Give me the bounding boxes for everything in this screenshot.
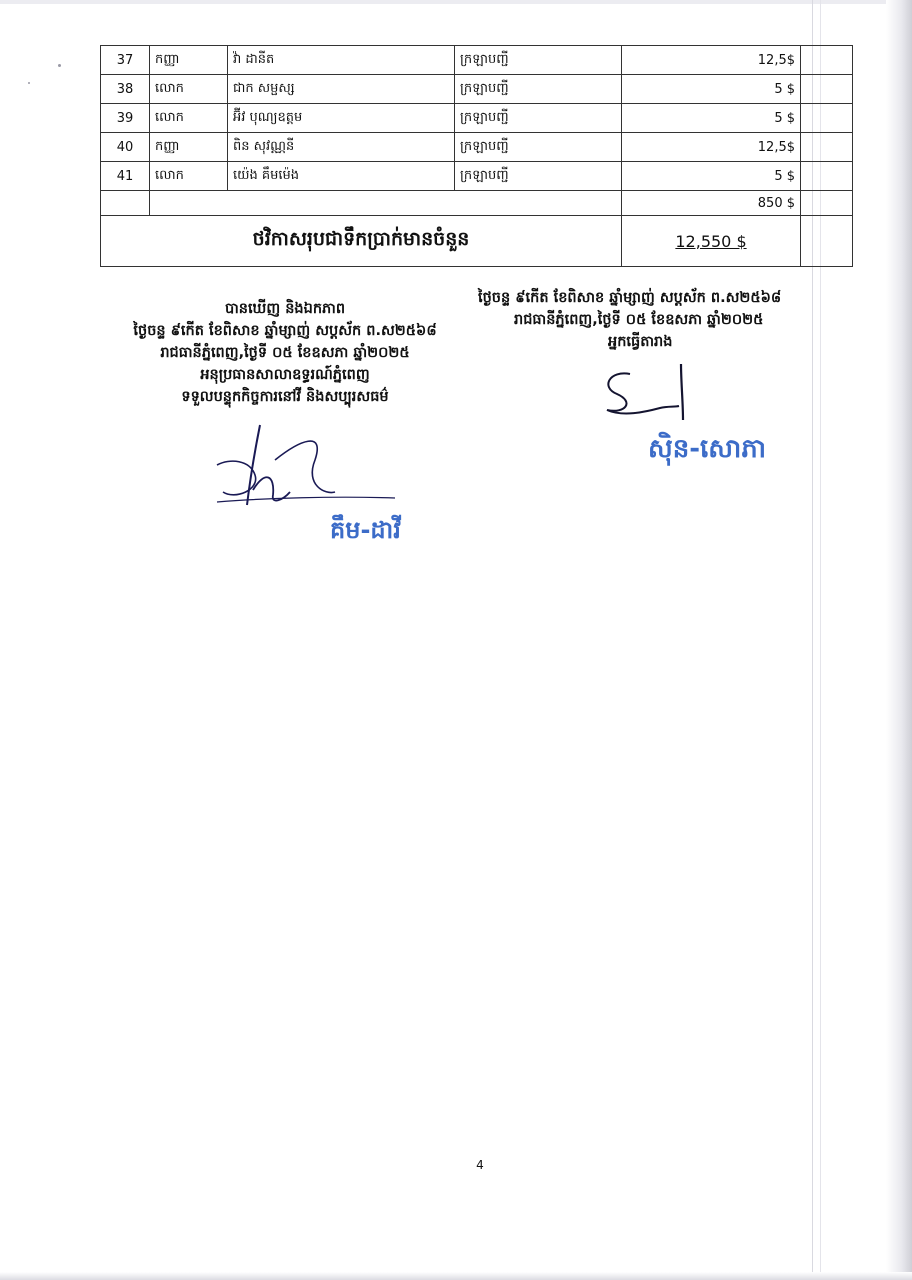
scan-speck bbox=[28, 82, 30, 84]
solar-date: រាជធានីភ្នំពេញ,ថ្ងៃទី ០៥ ខែឧសភា ឆ្នាំ២០២៥ bbox=[160, 345, 410, 361]
empty-cell bbox=[150, 191, 622, 216]
scan-speck bbox=[58, 64, 61, 67]
row-note bbox=[801, 162, 853, 191]
total-value: 12,550 $ bbox=[622, 216, 801, 267]
row-amount: 5 $ bbox=[622, 162, 801, 191]
row-number: 39 bbox=[101, 104, 150, 133]
table-row bbox=[101, 46, 853, 75]
table-row bbox=[101, 75, 853, 104]
page-number: 4 bbox=[476, 1158, 484, 1172]
table-row bbox=[101, 162, 853, 191]
row-note bbox=[801, 133, 853, 162]
row-name: វ៉ា ដានីត bbox=[228, 46, 455, 75]
lunar-date: ថ្ងៃចន្ទ ៩កើត ខែពិសាខ ឆ្នាំម្សាញ់ សប្តស័ក ព.ស២៥៦៨ bbox=[478, 290, 782, 306]
table-row bbox=[101, 104, 853, 133]
preparer-role: អ្នកធ្វើតារាង bbox=[608, 334, 673, 350]
subtotal-row bbox=[101, 191, 853, 216]
solar-date: រាជធានីភ្នំពេញ,ថ្ងៃទី ០៥ ខែឧសភា ឆ្នាំ២០២៥ bbox=[514, 312, 764, 328]
row-name: ពិន សុវណ្ណនី bbox=[228, 133, 455, 162]
row-name: ជាក សម្ផស្ស bbox=[228, 75, 455, 104]
row-unit: ក្រឡាបញ្ជី bbox=[455, 162, 622, 191]
approval-block bbox=[100, 298, 470, 408]
row-name: អ៊ីវ បុណ្យឧត្តម bbox=[228, 104, 455, 133]
total-label: ថវិកាសរុបជាទឹកប្រាក់មានចំនួន bbox=[101, 216, 622, 267]
row-title: កញ្ញា bbox=[150, 133, 228, 162]
row-title: លោក bbox=[150, 75, 228, 104]
row-note bbox=[801, 104, 853, 133]
preparer-name-stamp: ស៊ិន-សោភា bbox=[648, 434, 767, 464]
subtotal-amount: 850 $ bbox=[622, 191, 801, 216]
approver-position: អនុប្រធានសាលាឧទ្ធរណ៍ភ្នំពេញ bbox=[200, 367, 370, 383]
page-top-edge bbox=[0, 0, 912, 4]
row-note bbox=[801, 191, 853, 216]
row-unit: ក្រឡាបញ្ជី bbox=[455, 133, 622, 162]
empty-cell bbox=[101, 191, 150, 216]
row-unit: ក្រឡាបញ្ជី bbox=[455, 46, 622, 75]
row-name: យ៉េង គឹមម៉េង bbox=[228, 162, 455, 191]
row-title: លោក bbox=[150, 162, 228, 191]
row-title: លោក bbox=[150, 104, 228, 133]
table-row bbox=[101, 133, 853, 162]
row-number: 37 bbox=[101, 46, 150, 75]
preparer-block bbox=[478, 287, 828, 353]
row-note bbox=[801, 46, 853, 75]
total-row bbox=[101, 216, 853, 267]
row-amount: 12,5$ bbox=[622, 133, 801, 162]
approver-signature bbox=[205, 420, 405, 520]
row-note bbox=[801, 75, 853, 104]
approver-name-stamp: គឹម-ដាវី bbox=[330, 516, 401, 544]
lunar-date: ថ្ងៃចន្ទ ៩កើត ខែពិសាខ ឆ្នាំម្សាញ់ សប្តស័ក ព.ស២៥៦៨ bbox=[133, 323, 437, 339]
preparer-signature bbox=[595, 362, 705, 427]
row-note bbox=[801, 216, 853, 267]
row-number: 38 bbox=[101, 75, 150, 104]
row-amount: 5 $ bbox=[622, 75, 801, 104]
allowance-table bbox=[100, 45, 853, 267]
row-unit: ក្រឡាបញ្ជី bbox=[455, 104, 622, 133]
row-amount: 5 $ bbox=[622, 104, 801, 133]
row-number: 41 bbox=[101, 162, 150, 191]
row-unit: ក្រឡាបញ្ជី bbox=[455, 75, 622, 104]
approval-heading: បានឃើញ និងឯកភាព bbox=[224, 301, 346, 317]
approver-duty: ទទួលបន្ទុកកិច្ចការនៅវី និងសប្បុរសធម៌ bbox=[181, 389, 389, 405]
row-title: កញ្ញា bbox=[150, 46, 228, 75]
page-right-edge bbox=[886, 0, 912, 1280]
row-amount: 12,5$ bbox=[622, 46, 801, 75]
row-number: 40 bbox=[101, 133, 150, 162]
page-bottom-edge bbox=[0, 1272, 912, 1280]
